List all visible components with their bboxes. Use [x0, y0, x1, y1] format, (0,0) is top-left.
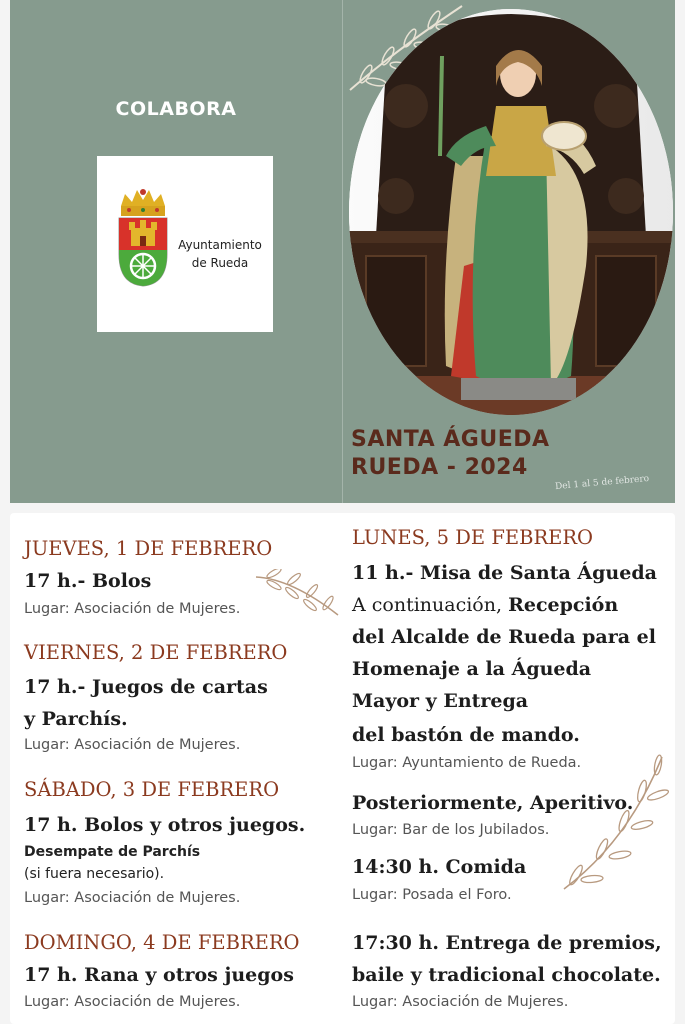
- saint-statue-image: [346, 6, 675, 418]
- event-thursday: 17 h.- Bolos: [24, 570, 152, 592]
- event-monday-line-6: del bastón de mando.: [352, 724, 580, 746]
- day-heading-sunday: DOMINGO, 4 DE FEBRERO: [24, 931, 300, 954]
- ayuntamiento-logo: [97, 156, 273, 332]
- event-friday-line-1: 17 h.- Juegos de cartas: [24, 676, 268, 698]
- event-monday-line-5: Mayor y Entrega: [352, 690, 529, 712]
- brochure-cover: [10, 0, 675, 503]
- cover-title: [351, 426, 550, 482]
- program-card: [10, 513, 675, 1024]
- event-monday-mass: 11 h.- Misa de Santa Águeda: [352, 562, 657, 584]
- place-friday: Lugar: Asociación de Mujeres.: [24, 737, 241, 753]
- place-saturday: Lugar: Asociación de Mujeres.: [24, 890, 241, 906]
- place-monday-1: Lugar: Ayuntamiento de Rueda.: [352, 755, 582, 771]
- cover-dates: Del 1 al 5 de febrero: [554, 473, 650, 493]
- logo-line-2: de Rueda: [191, 256, 249, 270]
- place-monday-4: Lugar: Asociación de Mujeres.: [352, 994, 569, 1010]
- event-monday-continuation: [352, 589, 618, 621]
- cover-title-line-1: SANTA ÁGUEDA: [351, 427, 550, 452]
- place-sunday: Lugar: Asociación de Mujeres.: [24, 994, 241, 1010]
- colabora-heading: COLABORA: [115, 98, 237, 120]
- cover-title-line-2: RUEDA - 2024: [351, 455, 528, 480]
- event-monday-comida: 14:30 h. Comida: [352, 856, 527, 878]
- place-monday-2: Lugar: Bar de los Jubilados.: [352, 822, 550, 838]
- continuation-bold: Recepción: [508, 594, 619, 616]
- day-heading-monday: LUNES, 5 DE FEBRERO: [352, 526, 594, 549]
- note-saturday-2: (si fuera necesario).: [24, 866, 165, 882]
- note-saturday-1: Desempate de Parchís: [24, 844, 201, 860]
- olive-branch-icon: [252, 569, 342, 619]
- day-heading-saturday: SÁBADO, 3 DE FEBRERO: [24, 778, 280, 801]
- place-thursday: Lugar: Asociación de Mujeres.: [24, 601, 241, 617]
- event-monday-aperitivo: Posteriormente, Aperitivo.: [352, 792, 634, 814]
- place-monday-3: Lugar: Posada el Foro.: [352, 887, 512, 903]
- event-friday-line-2: y Parchís.: [24, 708, 128, 730]
- event-monday-line-4: Homenaje a la Águeda: [352, 658, 592, 680]
- olive-branch-icon: [558, 751, 674, 893]
- continuation-prefix: A continuación,: [352, 594, 509, 616]
- fold-line: [342, 0, 343, 503]
- crest-icon: [115, 188, 171, 288]
- event-monday-line-3: del Alcalde de Rueda para el: [352, 626, 656, 648]
- event-saturday: 17 h. Bolos y otros juegos.: [24, 814, 306, 836]
- event-monday-premios-line-2: baile y tradicional chocolate.: [352, 964, 661, 986]
- day-heading-thursday: JUEVES, 1 DE FEBRERO: [24, 537, 273, 560]
- logo-caption: [173, 236, 267, 272]
- day-heading-friday: VIERNES, 2 DE FEBRERO: [24, 641, 288, 664]
- event-sunday: 17 h. Rana y otros juegos: [24, 964, 294, 986]
- event-monday-premios-line-1: 17:30 h. Entrega de premios,: [352, 932, 662, 954]
- logo-line-1: Ayuntamiento: [178, 238, 262, 252]
